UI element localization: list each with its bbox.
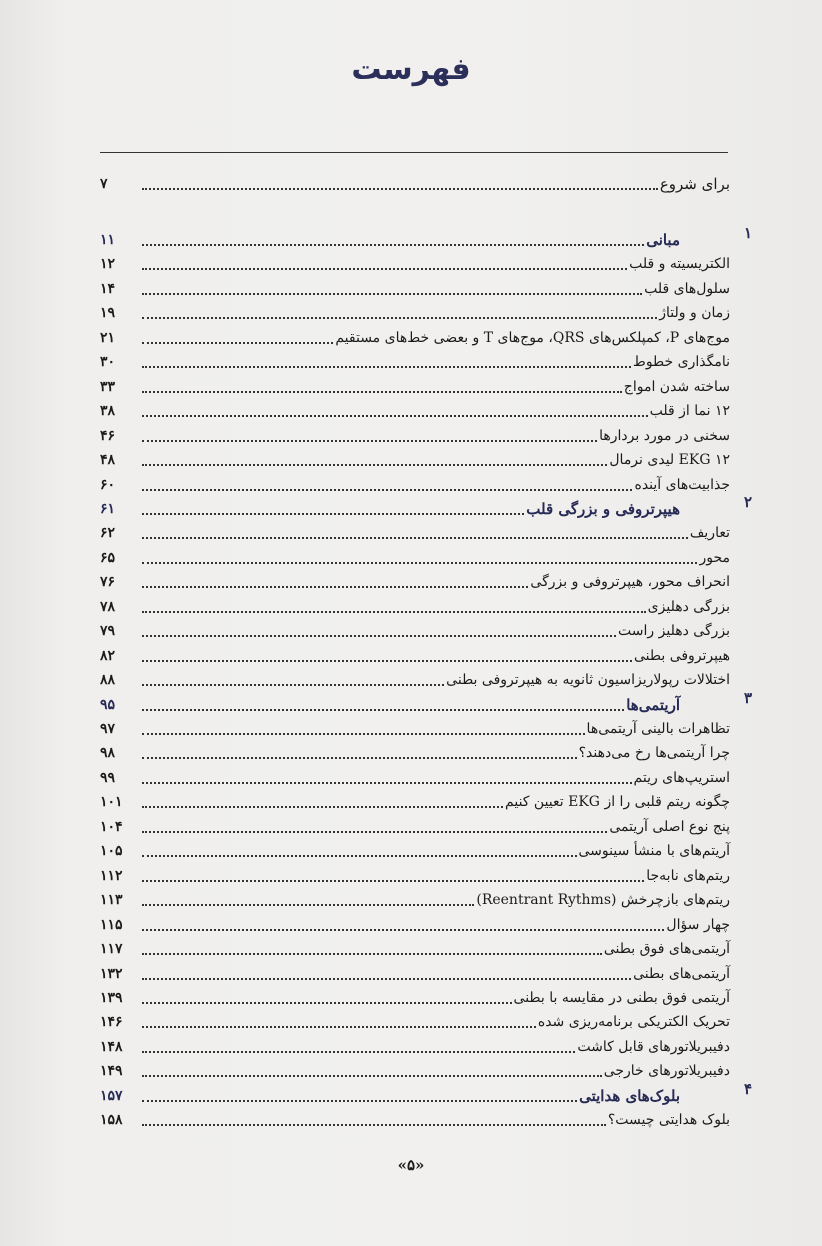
dot-leader: [142, 391, 622, 393]
toc-entry-title: هیپرتروفی بطنی: [633, 647, 730, 664]
chapter-number: ۱: [743, 224, 753, 242]
toc-row: [100, 299, 730, 323]
toc-page-number: ۷۸: [100, 598, 116, 615]
toc-row: [100, 1057, 730, 1081]
dot-leader: [142, 1026, 536, 1028]
dot-leader: [142, 415, 648, 417]
toc-page-number: ۹۷: [100, 721, 116, 737]
toc-row: [100, 739, 730, 763]
page-number: «۵»: [397, 1156, 425, 1174]
toc-entry-title: ساخته شدن امواج: [623, 378, 730, 395]
toc-page-number: ۹۸: [100, 745, 116, 762]
chapter-number: ۳: [743, 688, 753, 707]
toc-page-number: ۱۰۱: [100, 794, 123, 811]
toc-page-number: ۳۰: [100, 354, 116, 371]
toc-row: [100, 593, 730, 617]
dot-leader: [142, 709, 624, 711]
toc-entry-title: موج‌های P، کمپلکس‌های QRS، موج‌های T و بعضی خط‌های مستقیم: [335, 329, 730, 346]
toc-entry-title: تحریک الکتریکی برنامه‌ریزی شده: [537, 1014, 730, 1031]
toc-page-number: ۴۶: [100, 427, 116, 444]
dot-leader: [142, 1075, 602, 1077]
dot-leader: [142, 635, 616, 637]
dot-leader: [142, 880, 644, 882]
toc-row: [100, 324, 730, 348]
dot-leader: [142, 782, 632, 784]
toc-row: [100, 1008, 730, 1032]
toc-row: [100, 568, 730, 592]
toc-row: [100, 764, 730, 788]
toc-entry-title: آریتمی فوق بطنی در مقایسه با بطنی: [513, 989, 730, 1006]
toc-page-number: ۳۳: [100, 378, 116, 395]
toc-entry-title: استریپ‌های ریتم: [633, 769, 730, 786]
toc-row: [100, 813, 730, 837]
dot-leader: [142, 660, 632, 662]
dot-leader: [142, 293, 642, 295]
toc-entry-title: دفیبریلاتورهای خارجی: [603, 1063, 730, 1080]
dot-leader: [142, 464, 607, 466]
toc-page-number: ۹۹: [100, 769, 116, 786]
toc-row: [100, 642, 730, 666]
toc-row: [100, 960, 730, 984]
dot-leader: [142, 904, 474, 906]
toc-row: [100, 788, 730, 812]
toc-row: [100, 397, 730, 421]
toc-page-number: ۱۱: [100, 232, 116, 248]
toc-entry-title: جذابیت‌های آینده: [634, 476, 730, 493]
toc-row: [100, 935, 730, 959]
toc-row: [100, 471, 730, 495]
dot-leader: [142, 562, 697, 564]
toc-entry-title: مبانی: [646, 231, 680, 249]
dot-leader: [142, 855, 577, 857]
toc-row: [100, 446, 730, 470]
toc-page-number: ۶۲: [100, 525, 116, 542]
toc-page-number: ۶۱: [100, 500, 116, 517]
toc-entry-title: پنج نوع اصلی آریتمی: [609, 818, 730, 835]
toc-chapter-row: [100, 1082, 730, 1106]
toc-page-number: ۱۵۷: [100, 1087, 123, 1104]
toc-page-number: ۷۶: [100, 574, 116, 591]
toc-chapter-row: [100, 691, 730, 715]
toc-row: [100, 519, 730, 543]
toc-page-number: ۱۴۸: [100, 1038, 123, 1055]
toc-entry-title: ۱۲ نما از قلب: [649, 403, 730, 420]
toc-row: [100, 837, 730, 861]
toc-entry-title: نامگذاری خطوط: [632, 354, 730, 371]
toc-page-number: ۱۱۵: [100, 916, 123, 933]
toc-row: [100, 911, 730, 935]
toc-entry-title: دفیبریلاتورهای قابل کاشت: [577, 1038, 730, 1055]
toc-page-number: ۶۵: [100, 549, 116, 566]
toc-row: [100, 373, 730, 397]
toc-page-number: ۲۱: [100, 329, 116, 346]
toc-page-number: ۱۲: [100, 256, 116, 273]
toc-entry-title: آریتمی‌های فوق بطنی: [603, 941, 730, 958]
toc-entry-title: انحراف محور، هیپرتروفی و بزرگی: [530, 574, 730, 591]
toc-page-number: ۱۱۲: [100, 867, 123, 884]
toc-entry-title: آریتم‌های با منشأ سینوسی: [578, 843, 730, 860]
toc-row: [100, 617, 730, 641]
toc-page-number: ۱۳۹: [100, 989, 123, 1006]
toc-page-number: ۹۵: [100, 696, 116, 713]
dot-leader: [142, 978, 631, 980]
dot-leader: [142, 586, 528, 588]
dot-leader: [142, 366, 631, 368]
toc-entry-title: الکتریسیته و قلب: [629, 256, 730, 273]
dot-leader: [142, 188, 658, 190]
page-title: فهرست: [351, 52, 471, 87]
toc-entry-title: چرا آریتمی‌ها رخ می‌دهند؟: [578, 745, 730, 762]
dot-leader: [142, 831, 607, 833]
toc-page-number: ۱۱۳: [100, 892, 123, 909]
toc-entry-title: سلول‌های قلب: [644, 280, 730, 297]
toc-row: [100, 666, 730, 690]
toc-page-number: ۴۸: [100, 452, 116, 469]
dot-leader: [142, 244, 644, 246]
toc-entry-title: زمان و ولتاژ: [659, 305, 730, 322]
toc-page-number: ۶۰: [100, 476, 116, 493]
toc-page-number: ۱۴۶: [100, 1014, 123, 1031]
toc-entry-title: تظاهرات بالینی آریتمی‌ها: [586, 721, 730, 737]
toc-entry-title: چگونه ریتم قلبی را از EKG تعیین کنیم: [505, 794, 730, 811]
title-rule: [100, 152, 728, 153]
toc-entry-title: چهار سؤال: [666, 916, 730, 933]
chapter-number: ۲: [743, 492, 753, 511]
toc-row: [100, 886, 730, 910]
toc-page-number: ۱۹: [100, 305, 116, 322]
toc-page-number: ۱۵۸: [100, 1112, 123, 1129]
dot-leader: [142, 757, 577, 759]
dot-leader: [142, 733, 585, 735]
toc-row: [100, 348, 730, 372]
dot-leader: [142, 611, 646, 613]
toc-entry-title: برای شروع: [659, 175, 730, 193]
toc-page-number: ۸۲: [100, 647, 116, 664]
toc-entry-title: بلوک هدایتی چیست؟: [607, 1112, 730, 1129]
toc-page-number: ۷۹: [100, 623, 116, 640]
toc-page-number: ۳۸: [100, 403, 116, 420]
toc-page-number: ۱۱۷: [100, 941, 123, 958]
dot-leader: [142, 489, 632, 491]
toc-page-number: ۱۰۵: [100, 843, 123, 860]
dot-leader: [142, 342, 333, 344]
toc-row: [100, 862, 730, 886]
toc-row: [100, 984, 730, 1008]
dot-leader: [142, 268, 627, 270]
dot-leader: [142, 1002, 512, 1004]
dot-leader: [142, 684, 444, 686]
dot-leader: [142, 537, 688, 539]
toc-entry-title: بزرگی دهلیز راست: [618, 623, 730, 640]
dot-leader: [142, 1051, 575, 1053]
toc-entry-title: آریتمی‌های بطنی: [633, 965, 730, 982]
toc-entry-title: ریتم‌های بازچرخش (Reentrant Rythms): [476, 892, 730, 909]
toc-entry-title: اختلالات رپولاریزاسیون ثانویه به هیپرتروفی بطنی: [446, 672, 730, 689]
dot-leader: [142, 1124, 606, 1126]
toc-page-number: ۸۸: [100, 672, 116, 689]
toc-page-number: ۷: [100, 176, 108, 192]
toc-row: [100, 1106, 730, 1130]
toc-page-number: ۱۴: [100, 280, 116, 297]
toc-entry-title: EKG ۱۲ لیدی نرمال: [609, 452, 730, 469]
toc-entry-title: سخنی در مورد بردارها: [599, 427, 730, 444]
dot-leader: [142, 317, 657, 319]
toc-row: [100, 1033, 730, 1057]
toc-chapter-row: [100, 495, 730, 519]
toc-row: [100, 422, 730, 446]
chapter-number: ۴: [743, 1079, 753, 1098]
toc-row: [100, 715, 730, 739]
toc-row: [100, 250, 730, 274]
toc-page-number: ۱۴۹: [100, 1063, 123, 1080]
toc-entry-title: تعاریف: [689, 525, 730, 542]
toc-page-number: ۱۳۲: [100, 965, 123, 982]
toc-entry-title: بزرگی دهلیزی: [647, 598, 730, 615]
dot-leader: [142, 953, 602, 955]
dot-leader: [142, 806, 503, 808]
dot-leader: [142, 1100, 577, 1102]
toc-chapter-row: [100, 226, 730, 250]
toc-page-number: ۱۰۴: [100, 818, 123, 835]
toc-entry-title: هیپرتروفی و بزرگی قلب: [526, 499, 680, 518]
toc-entry-title: محور: [699, 549, 730, 566]
toc-entry-title: ریتم‌های نابه‌جا: [646, 867, 730, 884]
dot-leader: [142, 513, 524, 515]
toc-entry-title: بلوک‌های هدایتی: [579, 1086, 680, 1105]
toc-row: [100, 275, 730, 299]
toc-row: [100, 544, 730, 568]
toc-row: [100, 170, 730, 194]
dot-leader: [142, 440, 597, 442]
dot-leader: [142, 929, 664, 931]
toc-entry-title: آریتمی‌ها: [626, 695, 680, 714]
